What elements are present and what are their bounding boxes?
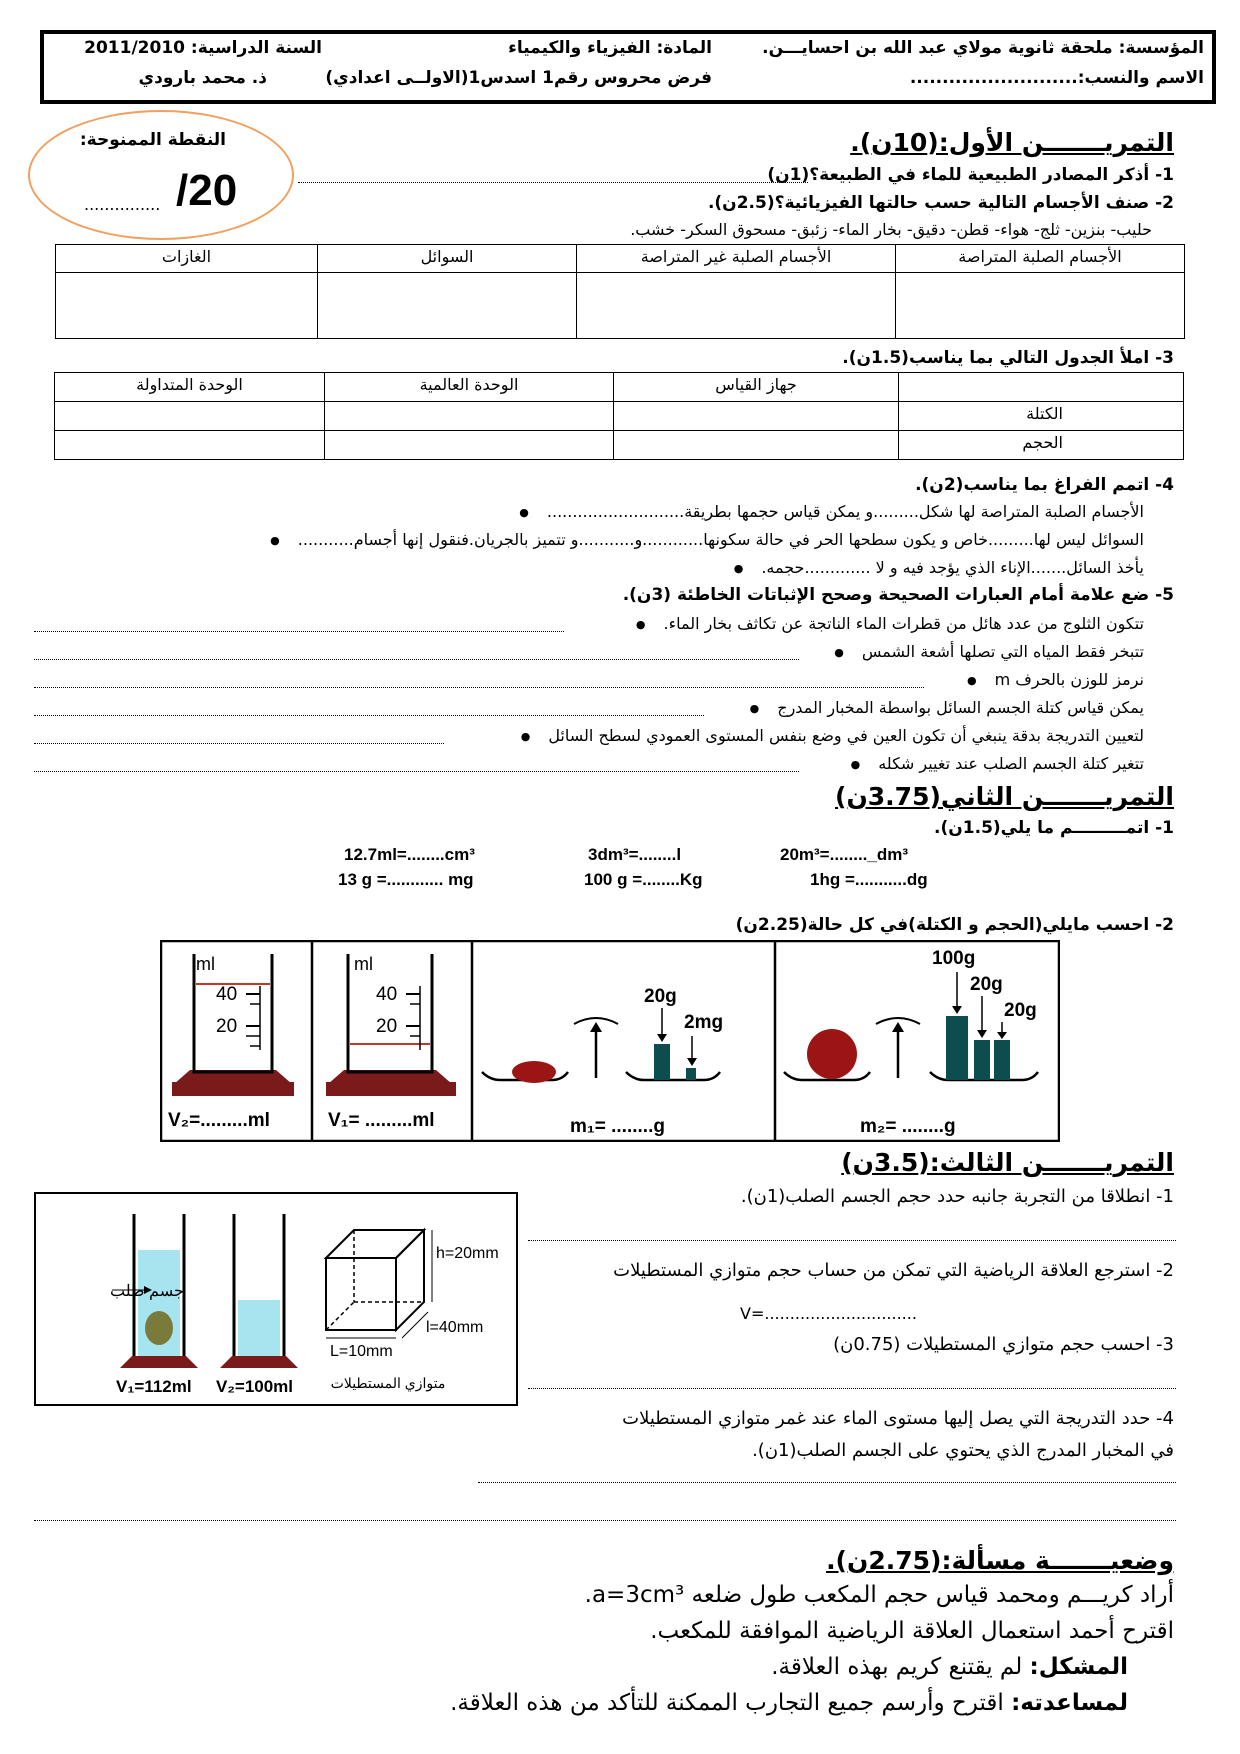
object: [807, 1029, 857, 1079]
col-header: الوحدة العالمية: [325, 373, 614, 402]
classification-table: [55, 244, 1185, 339]
q4-item: الأجسام الصلبة المتراصة لها شكل.........و يمكن قياس حجمها بطريقة........................... ●: [519, 502, 1144, 521]
grade-score: /20: [176, 166, 238, 215]
weight-100g: [946, 1016, 968, 1080]
cylinder-base: [220, 1356, 298, 1368]
q5-item: نرمز للوزن بالحرف m ●: [967, 670, 1144, 689]
problem-line2: اقترح أحمد استعمال العلاقة الرياضية الموافقة للمكعب.: [650, 1618, 1174, 1644]
ex2-figure: [160, 940, 1060, 1142]
m2-label: m₂= ........g: [860, 1116, 956, 1137]
weight-label: 20g: [970, 974, 1003, 995]
conversion: 1hg =...........dg: [810, 870, 928, 889]
q5-item: تتغير كتلة الجسم الصلب عند تغيير شكله ●: [851, 754, 1144, 773]
name-field: الاسم والنسب:..........................: [909, 68, 1204, 88]
ex1-q2: 2- صنف الأجسام التالية حسب حالتها الفيزيائية؟(2.5ن).: [707, 193, 1174, 213]
answer-line: [34, 771, 799, 772]
subject: المادة: الفيزياء والكيمياء: [508, 38, 712, 58]
measurement-table: [54, 372, 1184, 460]
col-header: الوحدة المتداولة: [55, 373, 325, 402]
h-label: h=20mm: [436, 1245, 499, 1262]
cylinder-base: [326, 1082, 456, 1096]
answer-cell[interactable]: [896, 273, 1185, 339]
help-statement: [450, 1690, 1128, 1716]
weight-20g: [654, 1044, 670, 1080]
tick-label: 40: [216, 984, 238, 1005]
ex3-q1: 1- انطلاقا من التجربة جانبه حدد حجم الجسم الصلب(1ن).: [740, 1186, 1174, 1207]
q5-item: تتبخر فقط المياه التي تصلها أشعة الشمس ●: [834, 642, 1144, 661]
ex2-q1: 1- اتمـــــــــم ما يلي(1.5ن).: [934, 818, 1174, 838]
problem-line1: أراد كريـــم ومحمد قياس حجم المكعب طول ضلعه a=3cm³.: [584, 1582, 1174, 1608]
answer-cell[interactable]: [614, 431, 899, 460]
ex1-q5: 5- ضع علامة أمام العبارات الصحيحة وصحح الإثباتات الخاطئة (3ن).: [622, 585, 1174, 605]
ex3-title: التمريـــــــن الثالث:(3.5ن): [841, 1148, 1174, 1177]
grade-dots: ...............: [84, 195, 161, 214]
box-label: متوازي المستطيلات: [330, 1375, 446, 1391]
q5-item: لتعيين التدريجة بدقة ينبغي أن تكون العين في وضع بنفس المستوى العمودي لسطح السائل ●: [521, 726, 1144, 745]
answer-cell[interactable]: [325, 402, 614, 431]
answer-line: [478, 1482, 1176, 1483]
answer-cell[interactable]: [55, 402, 325, 431]
ex2-q2: 2- احسب مايلي(الحجم و الكتلة)في كل حالة(2.25ن): [735, 915, 1174, 935]
cylinder-base: [120, 1356, 198, 1368]
ex1-title: التمريـــــــن الأول:(10ن).: [850, 128, 1174, 157]
help-label: لمساعدته:: [1011, 1690, 1128, 1716]
answer-line: [298, 182, 808, 183]
m1-label: m₁= ........g: [570, 1116, 665, 1137]
v1-label: V₁= .........ml: [328, 1110, 435, 1131]
v2-label: V₂=100ml: [216, 1377, 294, 1396]
ex3-q4b: في المخبار المدرج الذي يحتوي على الجسم الصلب(1ن).: [752, 1440, 1174, 1461]
answer-line: [34, 715, 704, 716]
l-label: l=40mm: [426, 1319, 484, 1336]
col-header: الأجسام الصلبة المتراصة: [896, 245, 1185, 273]
problem-statement: [771, 1654, 1128, 1680]
ex3-q4a: 4- حدد التدريجة التي يصل إليها مستوى الماء عند غمر متوازي المستطيلات: [622, 1408, 1174, 1429]
ex1-q1: 1- أذكر المصادر الطبيعية للماء في الطبيعة؟(1ن): [767, 165, 1174, 185]
q5-item: يمكن قياس كتلة الجسم السائل بواسطة المخبار المدرج ●: [750, 698, 1144, 717]
col-header: السوائل: [318, 245, 577, 273]
ex3-q3: 3- احسب حجم متوازي المستطيلات (0.75ن): [833, 1334, 1174, 1355]
ex1-q3: 3- املأ الجدول التالي بما يناسب(1.5ن).: [842, 348, 1174, 368]
answer-cell[interactable]: [55, 431, 325, 460]
school-year: السنة الدراسية: 2011/2010: [84, 38, 322, 58]
figure-frame: [161, 941, 1059, 1141]
problem-title: وضعيـــــــة مسألة:(2.75ن).: [826, 1546, 1174, 1575]
ex3-figure: [34, 1192, 518, 1406]
answer-line: [34, 1520, 1176, 1521]
answer-cell[interactable]: [56, 273, 318, 339]
L-label: L=10mm: [330, 1343, 393, 1360]
answer-cell[interactable]: [325, 431, 614, 460]
q4-item: يأخذ السائل.......الإناء الذي يؤجد فيه و لا .............حجمه. ●: [734, 558, 1144, 577]
solid-object: [145, 1311, 173, 1345]
answer-line: [528, 1388, 1176, 1389]
tick-label: 20: [376, 1016, 398, 1037]
col-header: الأجسام الصلبة غير المتراصة: [577, 245, 896, 273]
weight-2mg: [686, 1068, 696, 1080]
header-box: [40, 30, 1216, 104]
answer-line: [34, 659, 799, 660]
problem-text: لم يقتنع كريم بهذه العلاقة.: [771, 1654, 1030, 1680]
help-text: اقترح وأرسم جميع التجارب الممكنة للتأكد من هذه العلاقة.: [450, 1690, 1012, 1716]
conversion: 12.7ml=........cm³: [344, 845, 475, 864]
figure-frame: [35, 1193, 517, 1405]
v1-label: V₁=112ml: [116, 1377, 192, 1396]
grade-label: النقطة الممنوحة:: [79, 130, 226, 150]
answer-cell[interactable]: [318, 273, 577, 339]
conversion: 100 g =........Kg: [584, 870, 703, 889]
solid-label: جسم صلب: [110, 1283, 184, 1300]
ex1-q2-list: حليب- بنزين- ثلج- هواء- قطن- دقيق- بخار الماء- زئبق- مسحوق السكر- خشب.: [630, 220, 1152, 239]
row-volume: الحجم: [899, 431, 1184, 460]
weight-label: 100g: [932, 948, 976, 969]
ex2-title: التمريـــــــن الثاني(3.75ن): [835, 782, 1174, 811]
answer-cell[interactable]: [614, 402, 899, 431]
conversion: 3dm³=........l: [588, 845, 682, 864]
exam-title: فرض محروس رقم1 اسدس1(الاولــى اعدادي): [325, 68, 712, 88]
unit-label: ml: [196, 954, 215, 974]
v2-label: V₂=.........ml: [168, 1110, 270, 1131]
v-formula-line: V=..............................: [740, 1304, 917, 1323]
q4-item: السوائل ليس لها.........خاص و يكون سطحها الحر في حالة سكونها............و...........و تتميز بالجريان.فنقول إنها أجسام........... ●: [270, 530, 1144, 549]
col-header: الغازات: [56, 245, 318, 273]
answer-line: [34, 631, 564, 632]
answer-line: [34, 743, 444, 744]
row-mass: الكتلة: [899, 402, 1184, 431]
answer-line: [528, 1240, 1176, 1241]
problem-label: المشكل:: [1029, 1654, 1128, 1680]
col-header: [899, 373, 1184, 402]
teacher: ذ. محمد بارودي: [138, 68, 267, 88]
q5-item: تتكون الثلوج من عدد هائل من قطرات الماء الناتجة عن تكاثف بخار الماء. ●: [636, 614, 1144, 633]
conversion: 13 g =............ mg: [338, 870, 474, 889]
ex1-q4: 4- اتمم الفراغ بما يناسب(2ن).: [915, 475, 1174, 495]
weight-20g: [994, 1040, 1010, 1080]
answer-cell[interactable]: [577, 273, 896, 339]
weight-20g: [974, 1040, 990, 1080]
object: [512, 1061, 556, 1083]
conversion: 20m³=........_dm³: [780, 845, 909, 864]
tick-label: 20: [216, 1016, 238, 1037]
tick-label: 40: [376, 984, 398, 1005]
water: [238, 1300, 280, 1356]
weight-label: 20g: [644, 986, 677, 1007]
ex3-q2: 2- استرجع العلاقة الرياضية التي تمكن من حساب حجم متوازي المستطيلات: [613, 1260, 1174, 1281]
unit-label: ml: [354, 954, 373, 974]
weight-label: 20g: [1004, 1000, 1037, 1021]
cylinder-base: [172, 1082, 294, 1096]
institution: المؤسسة: ملحقة ثانوية مولاي عبد الله بن احسايـــن.: [762, 38, 1204, 58]
answer-line: [34, 687, 924, 688]
weight-label: 2mg: [684, 1012, 724, 1033]
col-header: جهاز القياس: [614, 373, 899, 402]
